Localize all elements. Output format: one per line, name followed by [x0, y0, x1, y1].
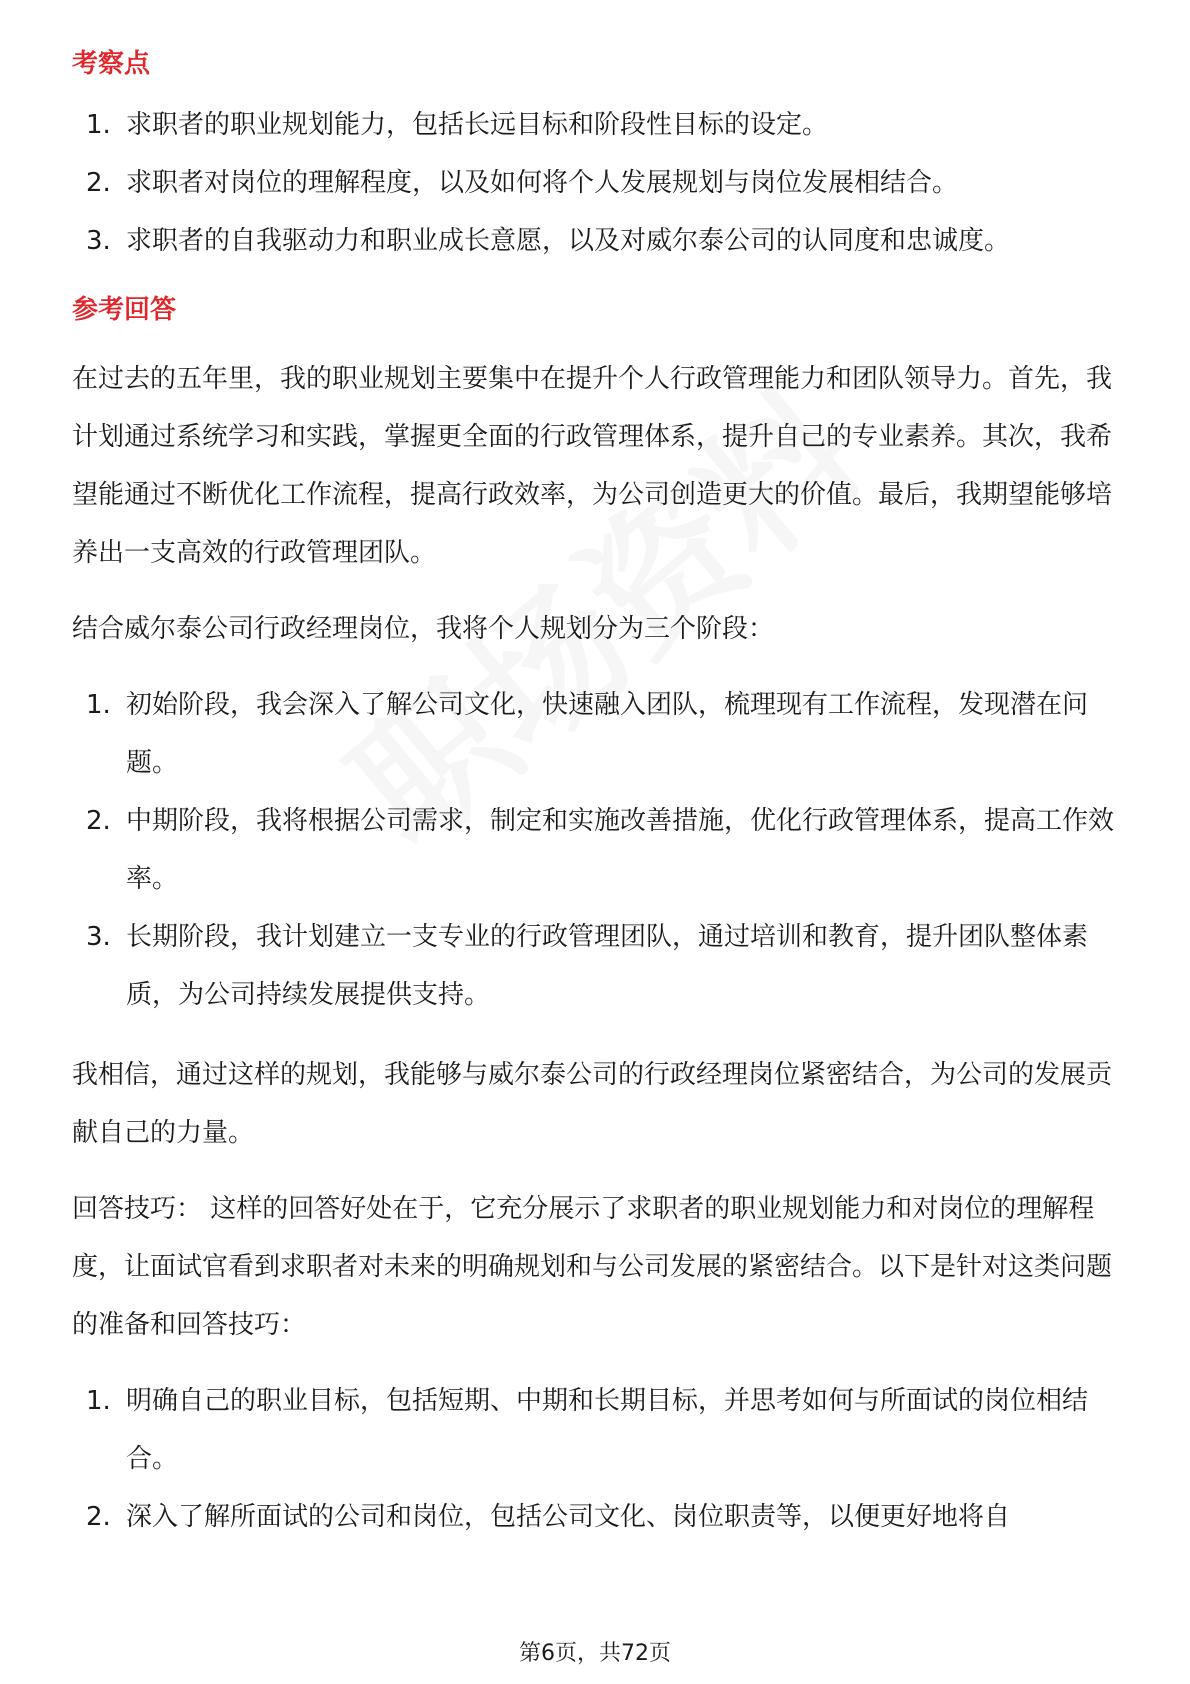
- list-item: [72, 676, 1118, 792]
- paragraph: 回答技巧： 这样的回答好处在于，它充分展示了求职者的职业规划能力和对岗位的理解程度，让面试官看到求职者对未来的明确规划和与公司发展的紧密结合。以下是针对这类问题的准备和回答技巧：: [72, 1194, 1113, 1340]
- list-number: 1.: [86, 110, 111, 140]
- list-number: 3.: [86, 226, 111, 256]
- list-item-text: 深入了解所面试的公司和岗位，包括公司文化、岗位职责等，以便更好地将自: [126, 1502, 1011, 1532]
- list-item-text: 长期阶段，我计划建立一支专业的行政管理团队，通过培训和教育，提升团队整体素质，为公司持续发展提供支持。: [126, 922, 1089, 1010]
- list-item-text: 明确自己的职业目标，包括短期、中期和长期目标，并思考如何与所面试的岗位相结合。: [126, 1386, 1089, 1474]
- list-number: 2.: [86, 806, 111, 836]
- exam-points-list: [72, 96, 1118, 270]
- tips-list: [72, 1372, 1118, 1546]
- list-item-text: 求职者的自我驱动力和职业成长意愿，以及对威尔泰公司的认同度和忠诚度。: [126, 226, 1011, 256]
- paragraph: 我相信，通过这样的规划，我能够与威尔泰公司的行政经理岗位紧密结合，为公司的发展贡献自己的力量。: [72, 1060, 1113, 1148]
- list-item: [72, 212, 1118, 270]
- list-item: [72, 1372, 1118, 1488]
- document-body: [72, 44, 1118, 1546]
- list-item: [72, 154, 1118, 212]
- paragraph: 结合威尔泰公司行政经理岗位，我将个人规划分为三个阶段：: [72, 614, 775, 644]
- list-item: [72, 792, 1118, 908]
- list-number: 3.: [86, 922, 111, 952]
- page-number: 第6页，共72页: [519, 1641, 671, 1666]
- list-item: [72, 1488, 1118, 1546]
- list-item: [72, 96, 1118, 154]
- section-heading-exam-points: 考察点: [72, 49, 151, 79]
- list-number: 1.: [86, 690, 111, 720]
- section-heading-reference-answer: 参考回答: [72, 295, 177, 325]
- list-number: 2.: [86, 1502, 111, 1532]
- list-item-text: 求职者的职业规划能力，包括长远目标和阶段性目标的设定。: [126, 110, 829, 140]
- stages-list: [72, 676, 1118, 1024]
- list-number: 1.: [86, 1386, 111, 1416]
- list-item-text: 中期阶段，我将根据公司需求，制定和实施改善措施，优化行政管理体系，提高工作效率。: [126, 806, 1115, 894]
- list-item-text: 初始阶段，我会深入了解公司文化，快速融入团队，梳理现有工作流程，发现潜在问题。: [126, 690, 1089, 778]
- paragraph: 在过去的五年里，我的职业规划主要集中在提升个人行政管理能力和团队领导力。首先，我计划通过系统学习和实践，掌握更全面的行政管理体系，提升自己的专业素养。其次，我希望能通过不断优化工作流程，提高行政效率，为公司创造更大的价值。最后，我期望能够培养出一支高效的行政管理团队。: [72, 364, 1113, 568]
- list-item: [72, 908, 1118, 1024]
- list-number: 2.: [86, 168, 111, 198]
- list-item-text: 求职者对岗位的理解程度，以及如何将个人发展规划与岗位发展相结合。: [126, 168, 959, 198]
